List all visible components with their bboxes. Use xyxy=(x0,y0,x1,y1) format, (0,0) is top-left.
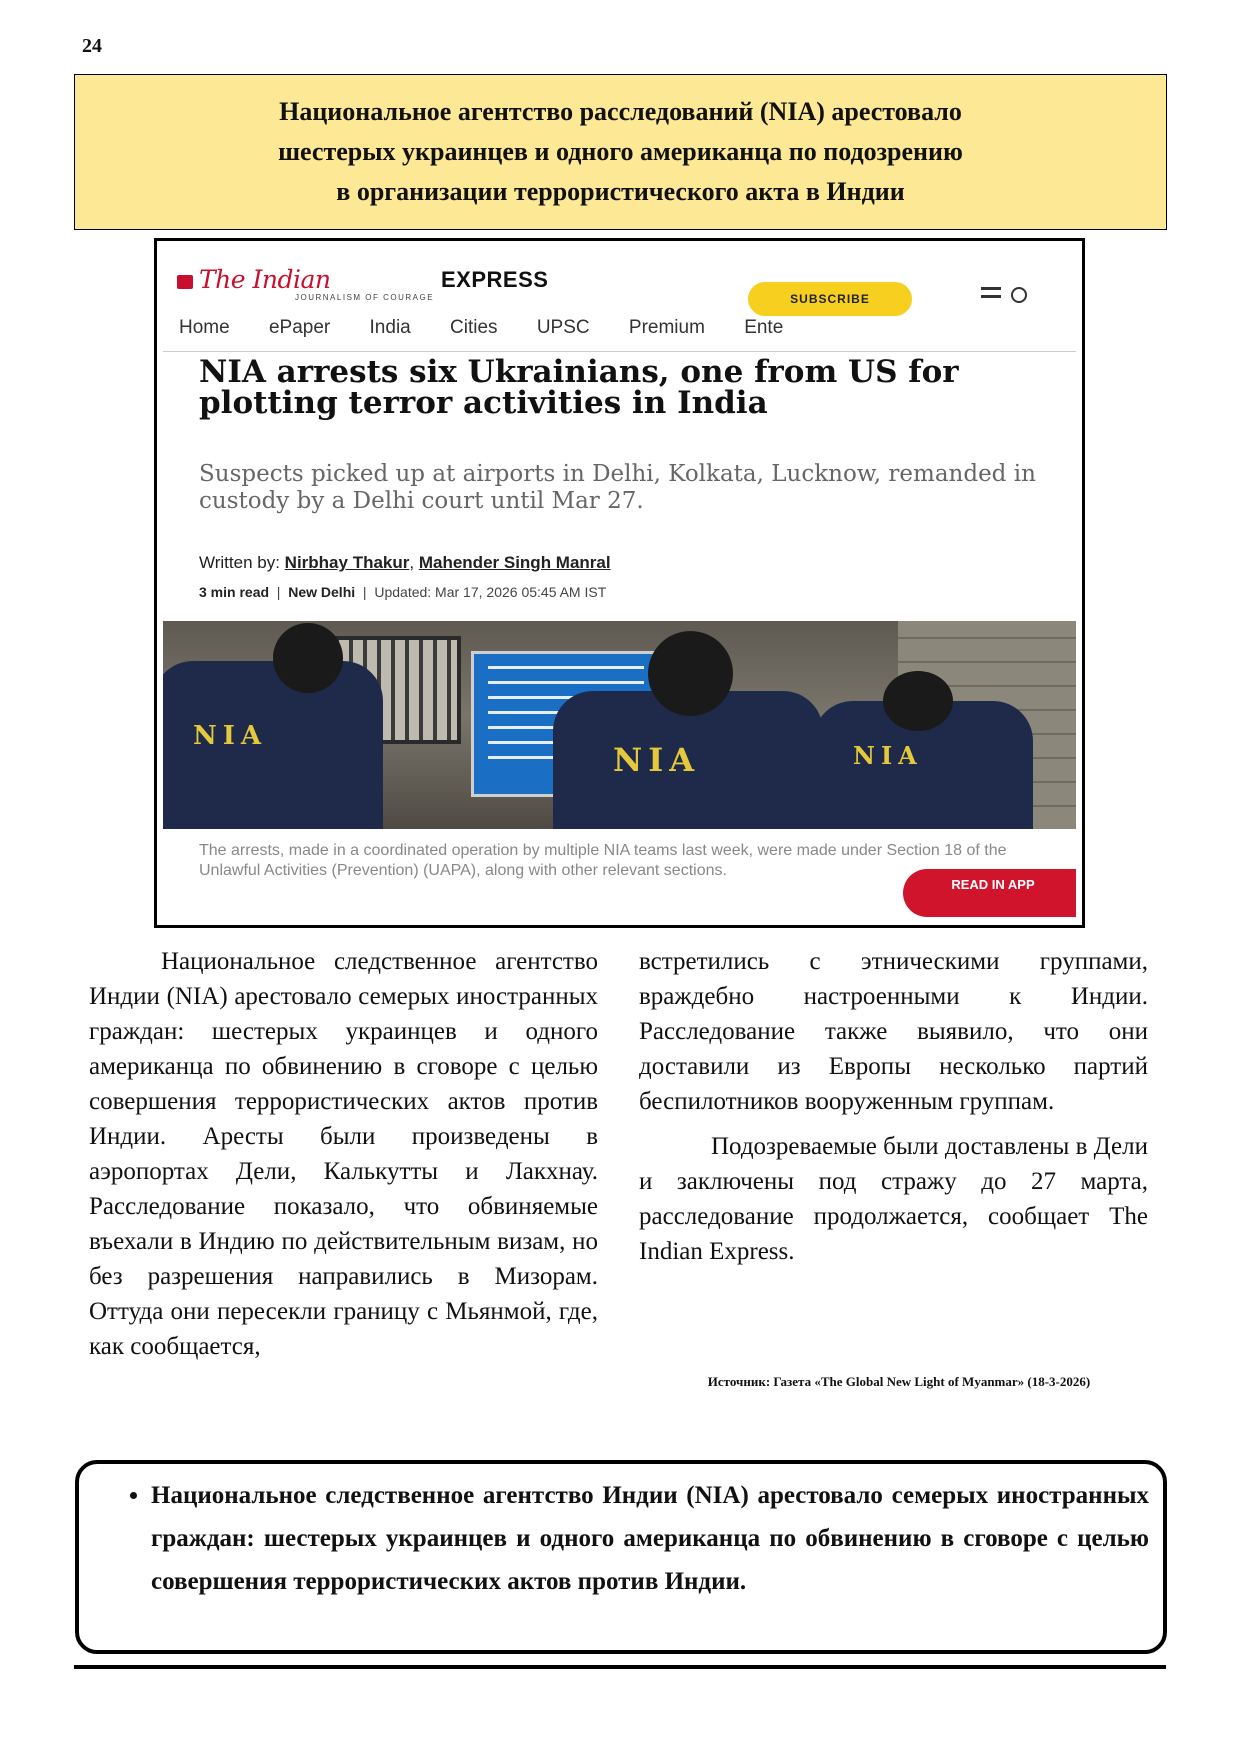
photo-agent-left xyxy=(163,661,383,829)
nav-item-premium[interactable]: Premium xyxy=(628,317,705,338)
nav-divider xyxy=(163,351,1076,352)
body-paragraph: Национальное следственное агентство Индии (NIA) арестовало семерых иностранных граждан: шестерых украинцев и одного американца по обвинению в сговоре с целью совершения террористических актов против Индии. Аресты были произведены в аэропортах Дели, Калькутты и Лакхнау. Расследование показало, что обвиняемые въехали в Индию по действительным визам, но без разрешения направились в Мизорам. Оттуда они пересекли границу с Мьянмой, где, как сообщается, xyxy=(89,948,598,1360)
search-icon[interactable] xyxy=(1011,287,1027,303)
nav-item-cities[interactable]: Cities xyxy=(450,317,498,338)
body-column-left xyxy=(89,944,598,1364)
news-screenshot xyxy=(154,238,1085,928)
jacket-label: NIA xyxy=(853,741,923,770)
menu-icon[interactable] xyxy=(981,287,1007,307)
title-line: шестерых украинцев и одного американца по подозрению xyxy=(278,137,963,166)
article-meta: 3 min read | New Delhi | Updated: Mar 17, 2026 05:45 AM IST xyxy=(199,584,607,600)
updated-time: Updated: Mar 17, 2026 05:45 AM IST xyxy=(374,584,607,600)
photo-agent-right xyxy=(813,701,1033,829)
express-flag-icon xyxy=(177,275,193,289)
nav-item-home[interactable]: Home xyxy=(179,317,230,338)
logo-script: The Indian xyxy=(199,265,331,294)
title-line: в организации террористического акта в Индии xyxy=(336,177,905,206)
logo-bold: EXPRESS xyxy=(441,267,549,292)
author-separator: , xyxy=(409,553,415,572)
bottom-rule xyxy=(74,1665,1166,1669)
subscribe-button[interactable]: SUBSCRIBE xyxy=(748,282,912,316)
article-title-box xyxy=(74,74,1167,230)
logo-tagline: JOURNALISM OF COURAGE xyxy=(295,293,435,302)
site-header xyxy=(175,265,1065,305)
article-subheadline: Suspects picked up at airports in Delhi, Kolkata, Lucknow, remanded in custody by a Delhi court until Mar 27. xyxy=(199,461,1036,514)
author-link[interactable]: Mahender Singh Manral xyxy=(418,553,611,572)
source-credit: Источник: Газета «The Global New Light of Myanmar» (18-3-2026) xyxy=(707,1374,1091,1389)
nav-item-upsc[interactable]: UPSC xyxy=(536,317,590,338)
byline xyxy=(199,553,611,573)
jacket-label: NIA xyxy=(193,721,268,751)
nav-bar xyxy=(179,317,1076,343)
article-headline: NIA arrests six Ukrainians, one from US for plotting terror activities in India xyxy=(199,354,959,421)
summary-bullet: • Национальное следственное агентство Индии (NIA) арестовало семерых иностранных граждан: шестерых украинцев и одного американца по обвинению в сговоре с целью совершения террористических актов против Индии. xyxy=(151,1474,1149,1603)
nav-item-india[interactable]: India xyxy=(369,317,411,338)
author-link[interactable]: Nirbhay Thakur xyxy=(284,553,410,572)
jacket-label: NIA xyxy=(613,741,701,779)
photo-caption: The arrests, made in a coordinated operation by multiple NIA teams last week, were made under Section 18 of the Unlawful Activities (Prevention) (UAPA), along with other relevant sections. xyxy=(199,842,1007,879)
read-time: 3 min read xyxy=(199,584,270,600)
byline-label: Written by: xyxy=(199,553,280,572)
article-photo xyxy=(163,621,1076,829)
nav-item-entertainment[interactable]: Ente xyxy=(744,317,784,338)
body-paragraph: Подозреваемые были доставлены в Дели и заключены под стражу до 27 марта, расследование продолжается, сообщает The Indian Express. xyxy=(639,1133,1148,1265)
read-in-app-button[interactable]: READ IN APP xyxy=(903,869,1076,917)
nav-item-epaper[interactable]: ePaper xyxy=(268,317,331,338)
location: New Delhi xyxy=(288,584,356,600)
title-line: Национальное агентство расследований (NIA) арестовало xyxy=(279,97,962,126)
body-column-right xyxy=(639,944,1148,1269)
body-paragraph: встретились с этническими группами, враждебно настроенными к Индии. Расследование также выявило, что они доставили из Европы несколько партий беспилотников вооруженным группам. xyxy=(639,948,1148,1115)
page-number: 24 xyxy=(82,35,102,57)
photo-agent-center xyxy=(553,691,823,829)
summary-box xyxy=(75,1460,1167,1654)
